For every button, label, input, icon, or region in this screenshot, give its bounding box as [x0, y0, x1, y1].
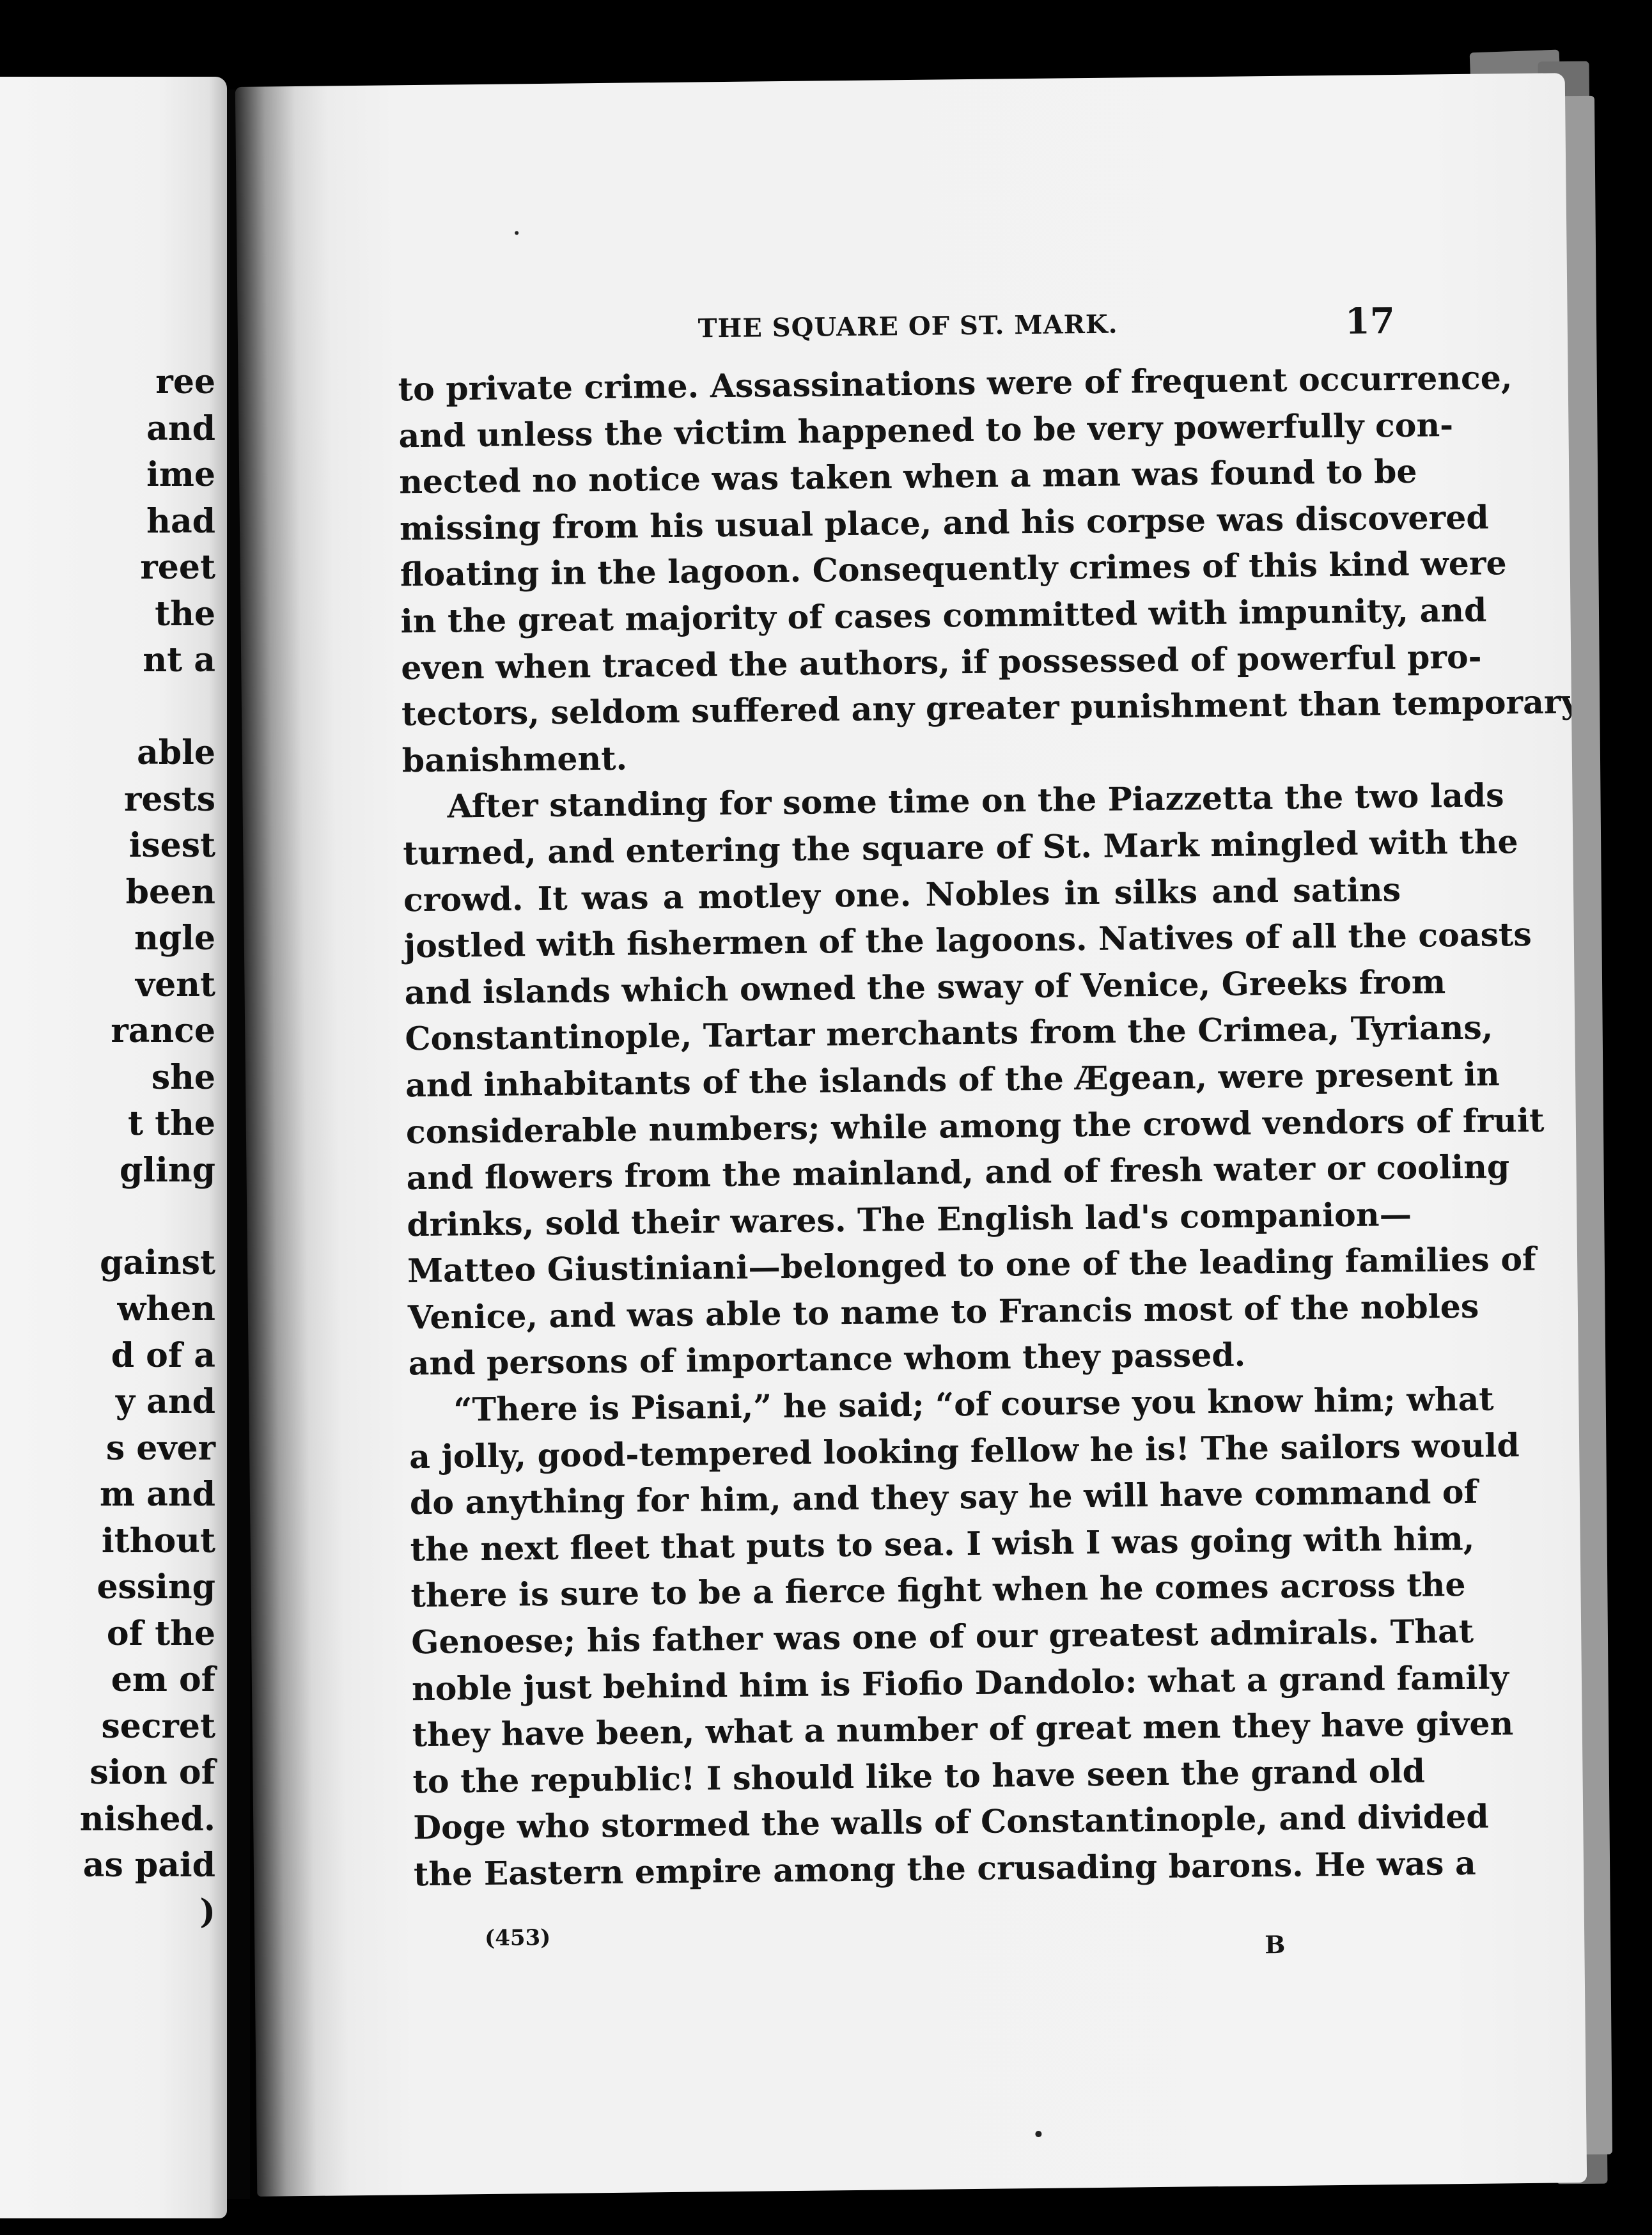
facing-line: ): [199, 1892, 215, 1931]
text-line: Venice, and was able to name to Francis most of the nobles: [407, 1287, 1479, 1337]
text-line: Matteo Giustiniani—belonged to one of the leading families of: [407, 1240, 1536, 1290]
facing-line: rests: [123, 779, 215, 819]
facing-line: isest: [129, 826, 215, 865]
running-head: [397, 300, 1395, 361]
text-line: the next fleet that puts to sea. I wish I was going with him,: [410, 1519, 1475, 1569]
facing-line: gling: [119, 1150, 215, 1190]
facing-line: ree: [155, 362, 215, 401]
facing-line: em of: [111, 1660, 215, 1699]
text-line: drinks, sold their wares. The English lad's companion—: [407, 1195, 1412, 1243]
text-line: “There is Pisani,” he said; “of course you know him; what: [453, 1380, 1494, 1429]
text-line: and persons of importance whom they passed.: [408, 1336, 1246, 1383]
text-line: Constantinople, Tartar merchants from the Crimea, Tyrians,: [405, 1008, 1493, 1058]
facing-line: sion of: [90, 1753, 215, 1792]
facing-line: ngle: [134, 919, 215, 958]
text-line: crowd. It was a motley one. Nobles in silks and satins: [403, 870, 1401, 919]
facing-line: the: [155, 594, 215, 634]
facing-line: [0, 1194, 215, 1240]
facing-line: as paid: [82, 1846, 215, 1885]
text-line: even when traced the authors, if possessed of powerful pro-: [400, 637, 1482, 687]
main-page: [235, 73, 1587, 2197]
facing-line: rance: [111, 1011, 215, 1050]
facing-line: of the: [106, 1614, 215, 1653]
text-line: Genoese; his father was one of our greatest admirals. That: [410, 1612, 1474, 1662]
facing-line: she: [151, 1057, 215, 1097]
facing-line: and: [146, 409, 215, 448]
facing-line: gainst: [100, 1243, 215, 1282]
page-number: 17: [1344, 300, 1396, 343]
text-line: the Eastern empire among the crusading barons. He was a: [413, 1844, 1476, 1894]
facing-line: s ever: [105, 1428, 215, 1468]
facing-line: essing: [97, 1568, 215, 1607]
facing-line: vent: [135, 965, 215, 1004]
facing-line: ithout: [101, 1521, 215, 1561]
facing-line: had: [146, 501, 215, 541]
text-line: a jolly, good-tempered looking fellow he is! The sailors would: [409, 1426, 1520, 1476]
text-line: in the great majority of cases committed with impunity, and: [400, 591, 1487, 641]
facing-page-text: [0, 359, 215, 1935]
text-line: Doge who stormed the walls of Constantinople, and divided: [413, 1798, 1489, 1847]
text-line: noble just behind him is Fiofio Dandolo: what a grand family: [411, 1658, 1509, 1708]
facing-line: nt a: [143, 641, 215, 680]
facing-line: [0, 684, 215, 731]
text-line: do anything for him, and they say he will have command of: [409, 1473, 1478, 1522]
page-footer: [414, 1916, 1412, 1965]
text-line: and unless the victim happened to be very powerfully con-: [398, 405, 1454, 455]
text-line: nected no notice was taken when a man was found to be: [398, 452, 1417, 501]
facing-line: ime: [146, 455, 215, 494]
facing-line: secret: [101, 1706, 215, 1746]
facing-line: able: [137, 733, 215, 772]
text-line: considerable numbers; while among the crowd vendors of fruit: [405, 1101, 1545, 1151]
body-text: [398, 356, 1580, 1898]
print-speck: [515, 231, 518, 235]
facing-page-left: [0, 77, 227, 2218]
text-line: there is sure to be a fierce fight when he comes across the: [410, 1566, 1466, 1615]
running-title: THE SQUARE OF ST. MARK.: [697, 309, 1118, 344]
text-line: and flowers from the mainland, and of fresh water or cooling: [406, 1148, 1510, 1197]
facing-line: d of a: [111, 1336, 215, 1375]
text-line: banishment.: [401, 739, 628, 780]
facing-line: been: [125, 872, 215, 912]
text-line: and inhabitants of the islands of the Ægean, were present in: [405, 1055, 1500, 1105]
text-line: After standing for some time on the Piazzetta the two lads: [447, 776, 1504, 825]
printer-code: (453): [484, 1924, 551, 1952]
text-line: missing from his usual place, and his corpse was discovered: [399, 498, 1489, 548]
facing-line: t the: [127, 1104, 215, 1143]
facing-line: when: [117, 1289, 215, 1328]
text-line: and islands which owned the sway of Venice, Greeks from: [404, 962, 1446, 1012]
facing-line: nished.: [79, 1799, 215, 1839]
signature-mark: B: [1265, 1929, 1286, 1959]
text-line: to private crime. Assassinations were of frequent occurrence,: [398, 359, 1513, 409]
text-line: to the republic! I should like to have seen the grand old: [412, 1752, 1426, 1801]
text-line: floating in the lagoon. Consequently crimes of this kind were: [400, 544, 1507, 594]
facing-line: m and: [100, 1475, 215, 1514]
facing-line: reet: [140, 548, 215, 587]
facing-line: y and: [115, 1382, 215, 1421]
print-speck: [1035, 2131, 1041, 2137]
text-line: turned, and entering the square of St. Mark mingled with the: [403, 822, 1518, 873]
text-line: jostled with fishermen of the lagoons. Natives of all the coasts: [403, 915, 1532, 965]
text-line: tectors, seldom suffered any greater punishment than temporary: [401, 683, 1580, 733]
text-line: they have been, what a number of great men they have given: [412, 1704, 1514, 1754]
